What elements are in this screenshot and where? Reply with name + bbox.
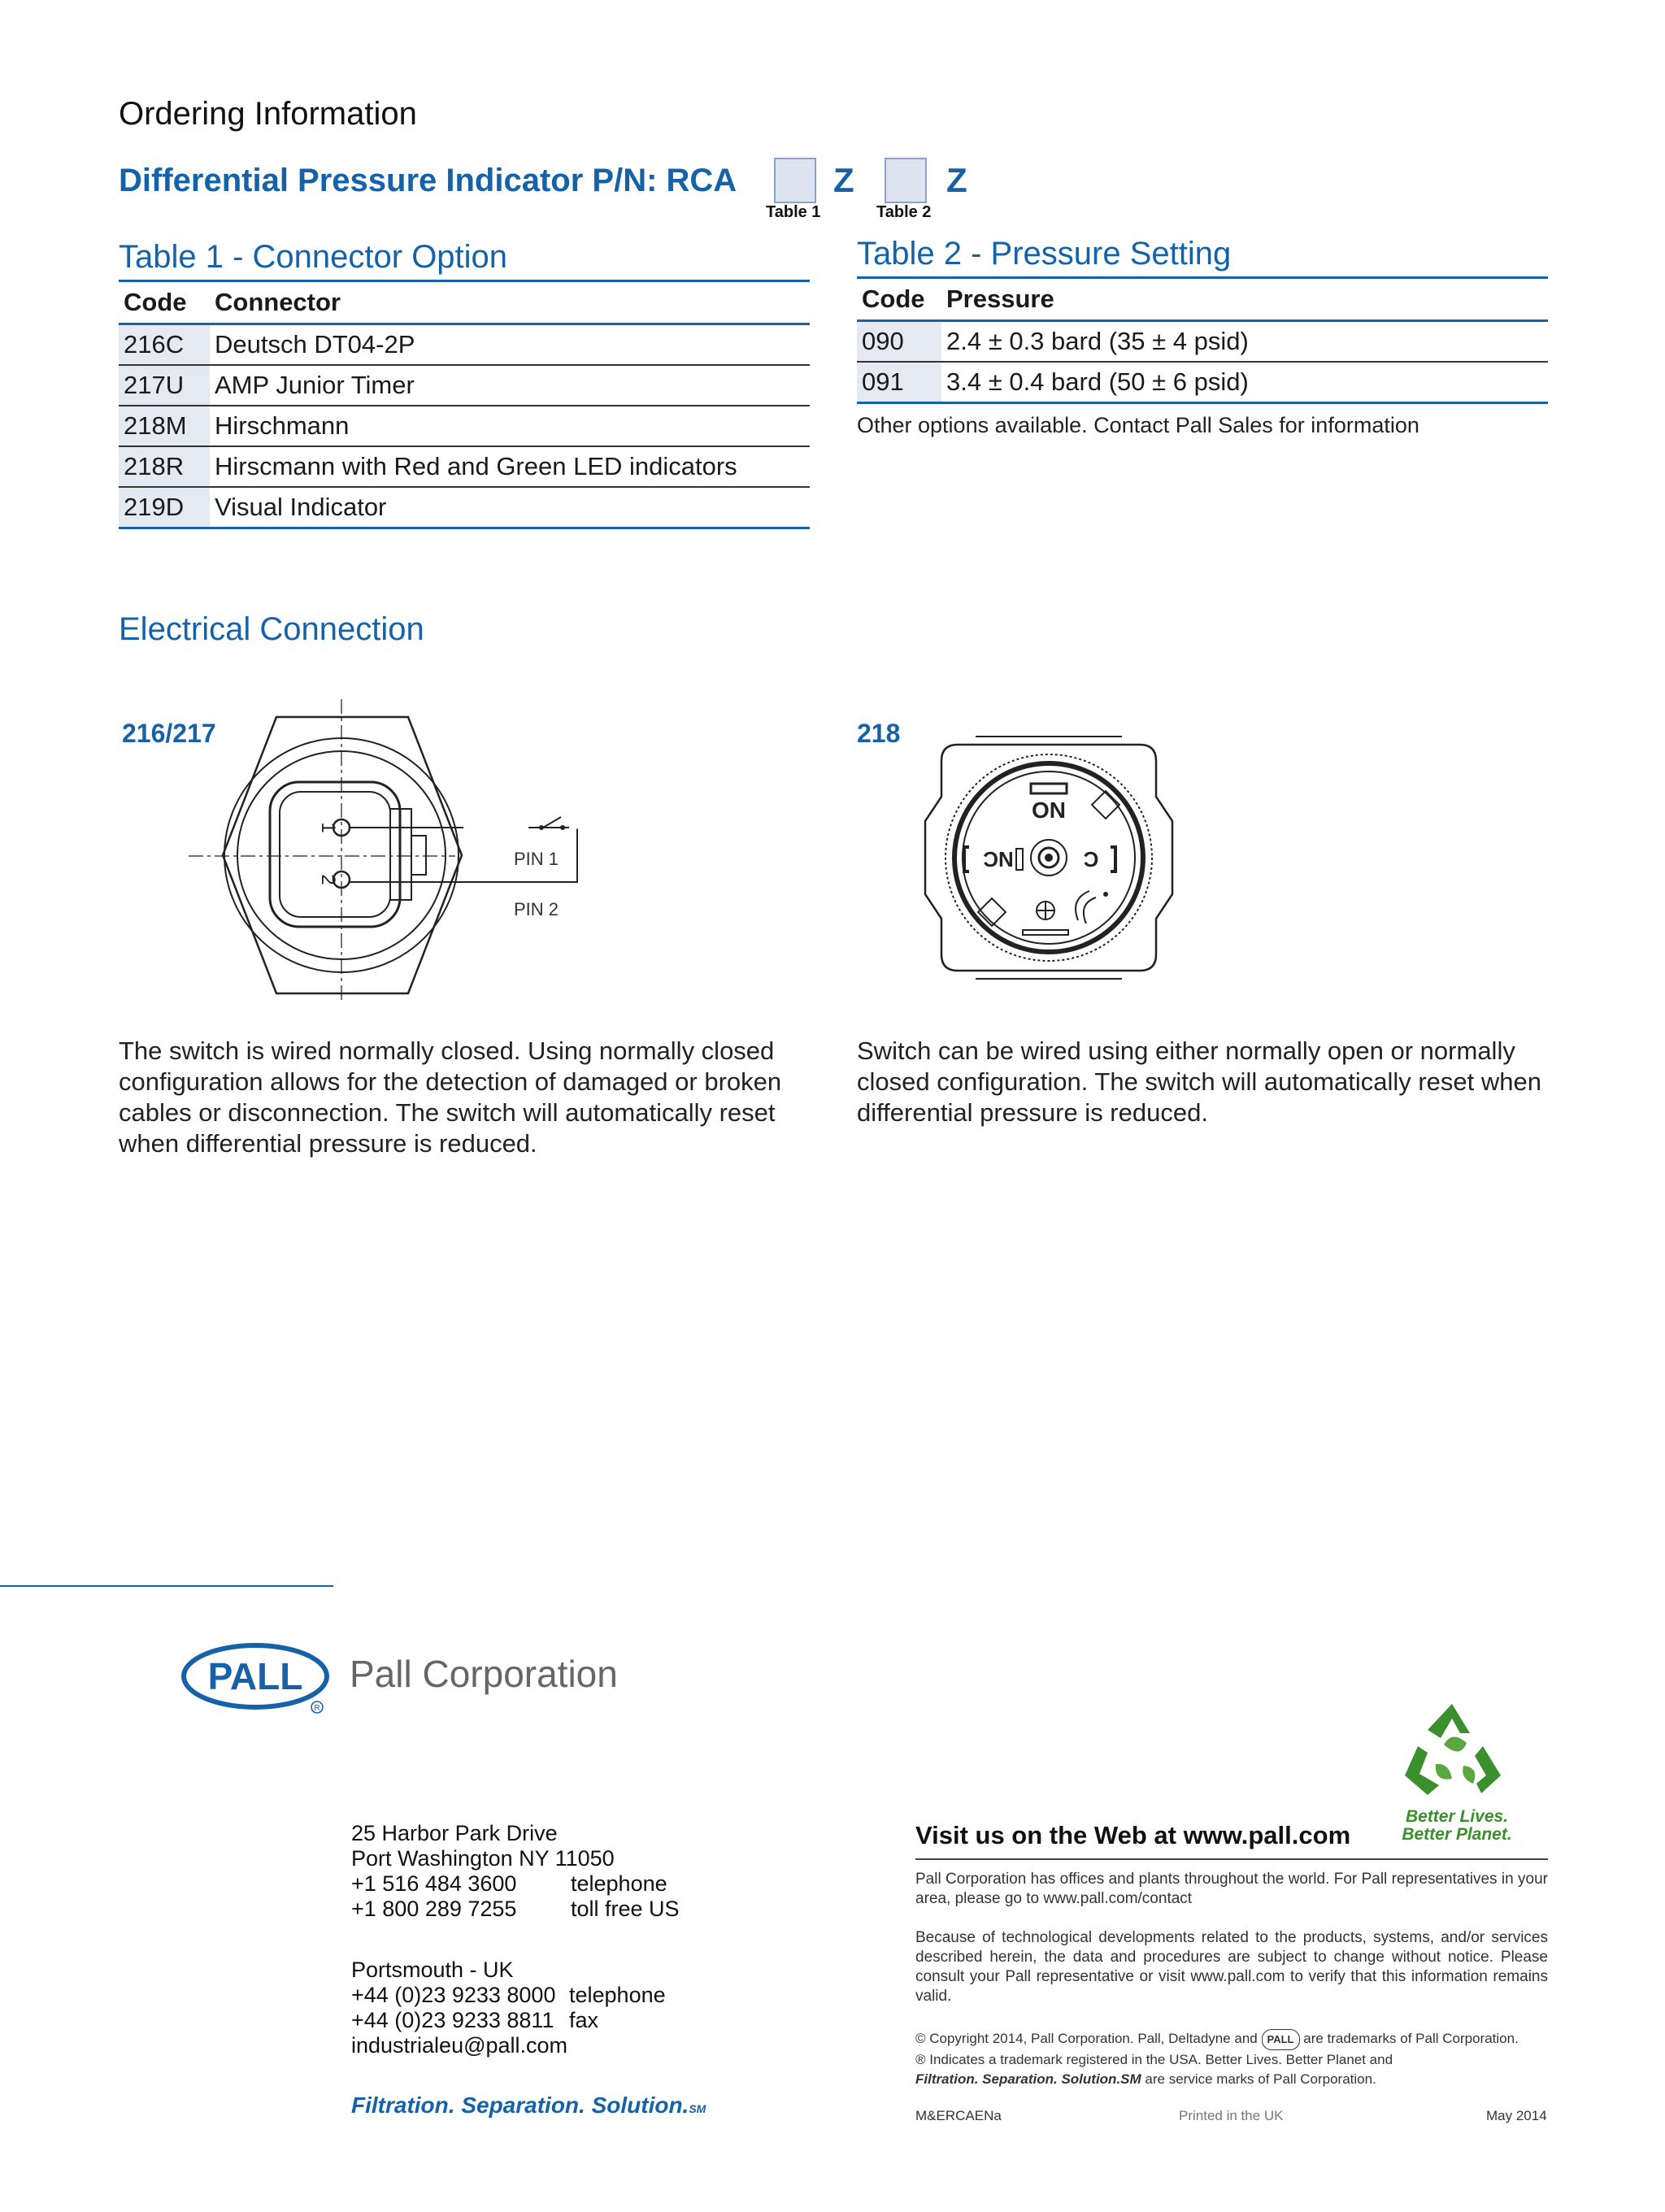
row-code: 091 (857, 362, 941, 403)
pin1-label: PIN 1 (514, 849, 559, 869)
us-tollfree-label: toll free US (571, 1897, 680, 1921)
pin2-label: PIN 2 (514, 899, 559, 919)
row-value: Deutsch DT04-2P (210, 324, 810, 366)
hirschmann-connector-diagram (919, 732, 1179, 984)
row-value: Visual Indicator (210, 487, 810, 528)
tagline: Filtration. Separation. Solution.SM (351, 2092, 706, 2118)
fig2-label: 218 (857, 719, 901, 748)
copyright-b: are trademarks of Pall Corporation. (1303, 2031, 1519, 2046)
service-marks-bold: Filtration. Separation. Solution.SM (915, 2071, 1141, 2087)
part-number-z1: Z (833, 161, 854, 199)
table1-header-code: Code (119, 281, 210, 324)
part-number-z2: Z (946, 161, 967, 199)
eco-line2: Better Planet. (1402, 1825, 1512, 1844)
table2-header-code: Code (857, 278, 941, 321)
table2-title: Table 2 - Pressure Setting (857, 236, 1232, 272)
eco-line1: Better Lives. (1405, 1807, 1509, 1826)
printed-in: Printed in the UK (1179, 2108, 1284, 2123)
fig2-description: Switch can be wired using either normally open or normally closed configuration. The switch will automatically reset when differential pressure is reduced. (857, 1036, 1541, 1127)
row-code: 219D (119, 487, 210, 528)
pin-number-2: 2 (317, 874, 339, 885)
table-row (119, 446, 810, 487)
fig1-label: 216/217 (122, 719, 216, 748)
us-address-line1: 25 Harbor Park Drive (351, 1821, 558, 1845)
service-marks-rest: are service marks of Pall Corporation. (1145, 2071, 1376, 2087)
us-address-line2: Port Washington NY 11050 (351, 1846, 615, 1871)
row-code: 217U (119, 365, 210, 406)
disclaimer-text: Because of technological developments related to the products, systems, and/or services described herein, the data and procedures are subject to change without notice. Please consult your Pall representative or visit www.pall.com to verify that this information remains valid. (915, 1929, 1548, 2005)
us-tollfree: +1 800 289 7255 (351, 1897, 517, 1921)
footer-divider (0, 1585, 333, 1587)
row-code: 216C (119, 324, 210, 366)
fig1-description: The switch is wired normally closed. Using normally closed configuration allows for the detection of damaged or broken cables or disconnection. The switch will automatically reset when differential pressure is reduced. (119, 1036, 782, 1158)
connector-table (119, 280, 810, 529)
uk-phone: +44 (0)23 9233 8000 (351, 1983, 556, 2007)
uk-phone-label: telephone (569, 1983, 666, 2007)
row-value: AMP Junior Timer (210, 365, 810, 406)
electrical-title: Electrical Connection (119, 611, 424, 647)
table1-code-box (774, 158, 816, 203)
on-label: ON (1032, 797, 1066, 823)
deutsch-connector-diagram (179, 699, 667, 1000)
logo-text: PALL (207, 1655, 303, 1697)
copyright-a: © Copyright 2014, Pall Corporation. Pall, Deltadyne and (915, 2031, 1258, 2046)
eco-slogan (1384, 1808, 1530, 1844)
uk-email[interactable]: industrialeu@pall.com (351, 2033, 568, 2058)
company-name: Pall Corporation (350, 1653, 618, 1695)
row-code: 090 (857, 321, 941, 363)
part-number-label: Differential Pressure Indicator P/N: RCA (119, 163, 737, 198)
row-value: 3.4 ± 0.4 bard (50 ± 6 psid) (941, 362, 1548, 403)
uk-address-line1: Portsmouth - UK (351, 1958, 514, 1982)
row-value: Hirschmann (210, 406, 810, 446)
table1-header-connector: Connector (210, 281, 810, 324)
page-title: Ordering Information (119, 96, 417, 132)
us-address (351, 1821, 758, 1927)
pin-number-1: 1 (317, 822, 339, 833)
pall-logo (180, 1642, 340, 1719)
row-code: 218M (119, 406, 210, 446)
us-phone-label: telephone (571, 1871, 667, 1896)
copyright-block (915, 2029, 1548, 2089)
table1-title: Table 1 - Connector Option (119, 239, 508, 275)
pall-mark: PALL (1262, 2029, 1300, 2050)
doc-date: May 2014 (1486, 2108, 1547, 2123)
us-phone: +1 516 484 3600 (351, 1871, 517, 1896)
recycle-icon (1395, 1697, 1509, 1808)
table2-note: Other options available. Contact Pall Sales for information (857, 413, 1419, 437)
c-label: C (1083, 847, 1099, 871)
table2-code-box (885, 158, 927, 203)
row-code: 218R (119, 446, 210, 487)
row-value: 2.4 ± 0.3 bard (35 ± 4 psid) (941, 321, 1548, 363)
table2-header-pressure: Pressure (941, 278, 1548, 321)
uk-fax: +44 (0)23 9233 8811 (351, 2008, 554, 2032)
tagline-mark: SM (689, 2102, 706, 2115)
table-row (857, 362, 1548, 403)
footer-rule (915, 1858, 1548, 1860)
table2-box-caption: Table 2 (876, 203, 932, 221)
table-row (119, 324, 810, 366)
table-row (119, 406, 810, 446)
pressure-table (857, 276, 1548, 404)
registered-text: ® Indicates a trademark registered in the USA. Better Lives. Better Planet and (915, 2052, 1393, 2067)
table-row (119, 365, 810, 406)
uk-fax-label: fax (569, 2008, 599, 2032)
offices-text: Pall Corporation has offices and plants throughout the world. For Pall representatives in your area, please go to www.pall.com/contact (915, 1871, 1548, 1907)
doc-code: M&ERCAENa (915, 2108, 1002, 2123)
visit-web[interactable]: Visit us on the Web at www.pall.com (915, 1821, 1351, 1849)
table-row (119, 487, 810, 528)
svg-text:R: R (314, 1704, 320, 1713)
uk-address (351, 1958, 758, 2063)
table-row (857, 321, 1548, 363)
nc-label: NC (983, 847, 1014, 871)
row-value: Hirscmann with Red and Green LED indicators (210, 446, 810, 487)
table1-box-caption: Table 1 (766, 203, 821, 221)
